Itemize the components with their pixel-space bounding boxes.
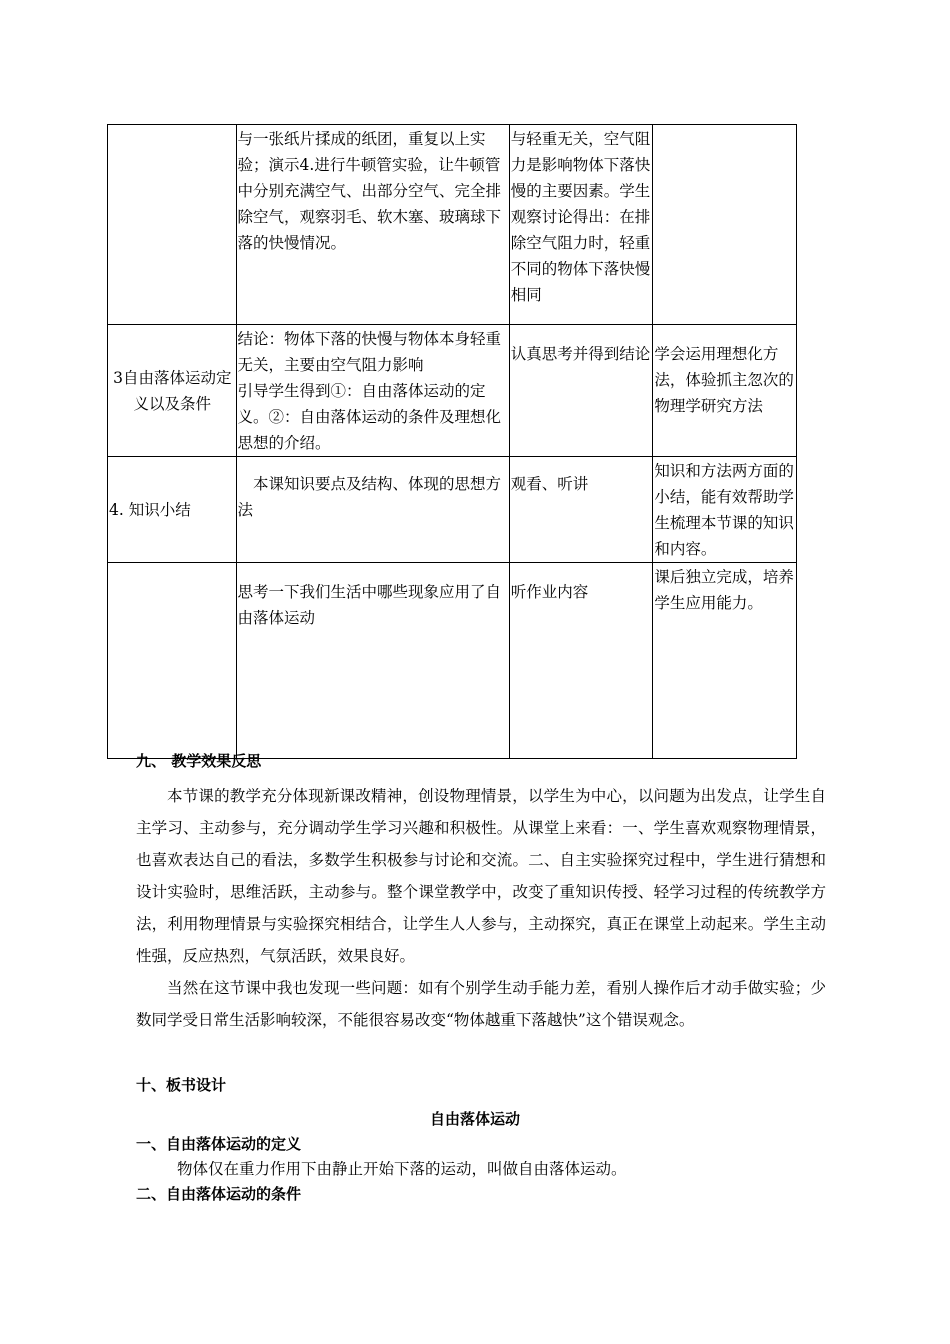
table-row (108, 457, 797, 563)
lesson-plan-table (107, 124, 797, 759)
reflection-body (136, 780, 826, 1036)
student-activity-cell: 与轻重无关，空气阻力是影响物体下落快慢的主要因素。学生观察讨论得出：在排除空气阻力时，轻重不同的物体下落快慢相同 (509, 125, 653, 325)
student-activity-cell: 听作业内容 (509, 563, 653, 759)
table-row (108, 563, 797, 759)
table-row (108, 325, 797, 457)
definition-text: 物体仅在重力作用下由静止开始下落的运动，叫做自由落体运动。 (177, 1160, 627, 1178)
section-heading-board-design: 十、板书设计 (136, 1076, 227, 1094)
step-cell (108, 125, 237, 325)
step-cell: 4. 知识小结 (108, 457, 237, 563)
student-activity-cell: 认真思考并得到结论 (509, 325, 653, 457)
reflection-paragraph: 本节课的教学充分体现新课改精神，创设物理情景，以学生为中心，以问题为出发点，让学生自主学习、主动参与，充分调动学生学习兴趣和积极性。从课堂上来看：一、学生喜欢观察物理情景，也喜欢表达自己的看法，多数学生积极参与讨论和交流。二、自主实验探究过程中，学生进行猜想和设计实验时，思维活跃，主动参与。整个课堂教学中，改变了重知识传授、轻学习过程的传统教学方法，利用物理情景与实验探究相结合，让学生人人参与，主动探究，真正在课堂上动起来。学生主动性强，反应热烈，气氛活跃，效果良好。 (136, 787, 826, 965)
table-row (108, 125, 797, 325)
teacher-activity-cell: 本课知识要点及结构、体现的思想方法 (236, 457, 509, 563)
step-cell (108, 563, 237, 759)
subheading-definition: 一、自由落体运动的定义 (136, 1135, 302, 1153)
section-heading-reflection: 九、 教学效果反思 (136, 752, 262, 770)
teacher-activity-cell: 与一张纸片揉成的纸团，重复以上实验；演示4.进行牛顿管实验，让牛顿管中分别充满空气、出部分空气、完全排除空气，观察羽毛、软木塞、玻璃球下落的快慢情况。 (236, 125, 509, 325)
reflection-paragraph: 当然在这节课中我也发现一些问题：如有个别学生动手能力差，看别人操作后才动手做实验；少数同学受日常生活影响较深，不能很容易改变“物体越重下落越快”这个错误观念。 (136, 979, 826, 1029)
purpose-cell: 知识和方法两方面的小结，能有效帮助学生梳理本节课的知识和内容。 (653, 457, 797, 563)
purpose-cell: 学会运用理想化方法，体验抓主忽次的物理学研究方法 (653, 325, 797, 457)
step-cell: 3自由落体运动定义以及条件 (108, 325, 237, 457)
teacher-activity-cell: 结论：物体下落的快慢与物体本身轻重无关，主要由空气阻力影响 引导学生得到①：自由落体运动的定义。②：自由落体运动的条件及理想化思想的介绍。 (236, 325, 509, 457)
purpose-cell: 课后独立完成，培养学生应用能力。 (653, 563, 797, 759)
purpose-cell (653, 125, 797, 325)
teacher-activity-cell: 思考一下我们生活中哪些现象应用了自由落体运动 (236, 563, 509, 759)
board-title: 自由落体运动 (429, 1110, 520, 1128)
subheading-conditions: 二、自由落体运动的条件 (136, 1185, 302, 1203)
student-activity-cell: 观看、听讲 (509, 457, 653, 563)
